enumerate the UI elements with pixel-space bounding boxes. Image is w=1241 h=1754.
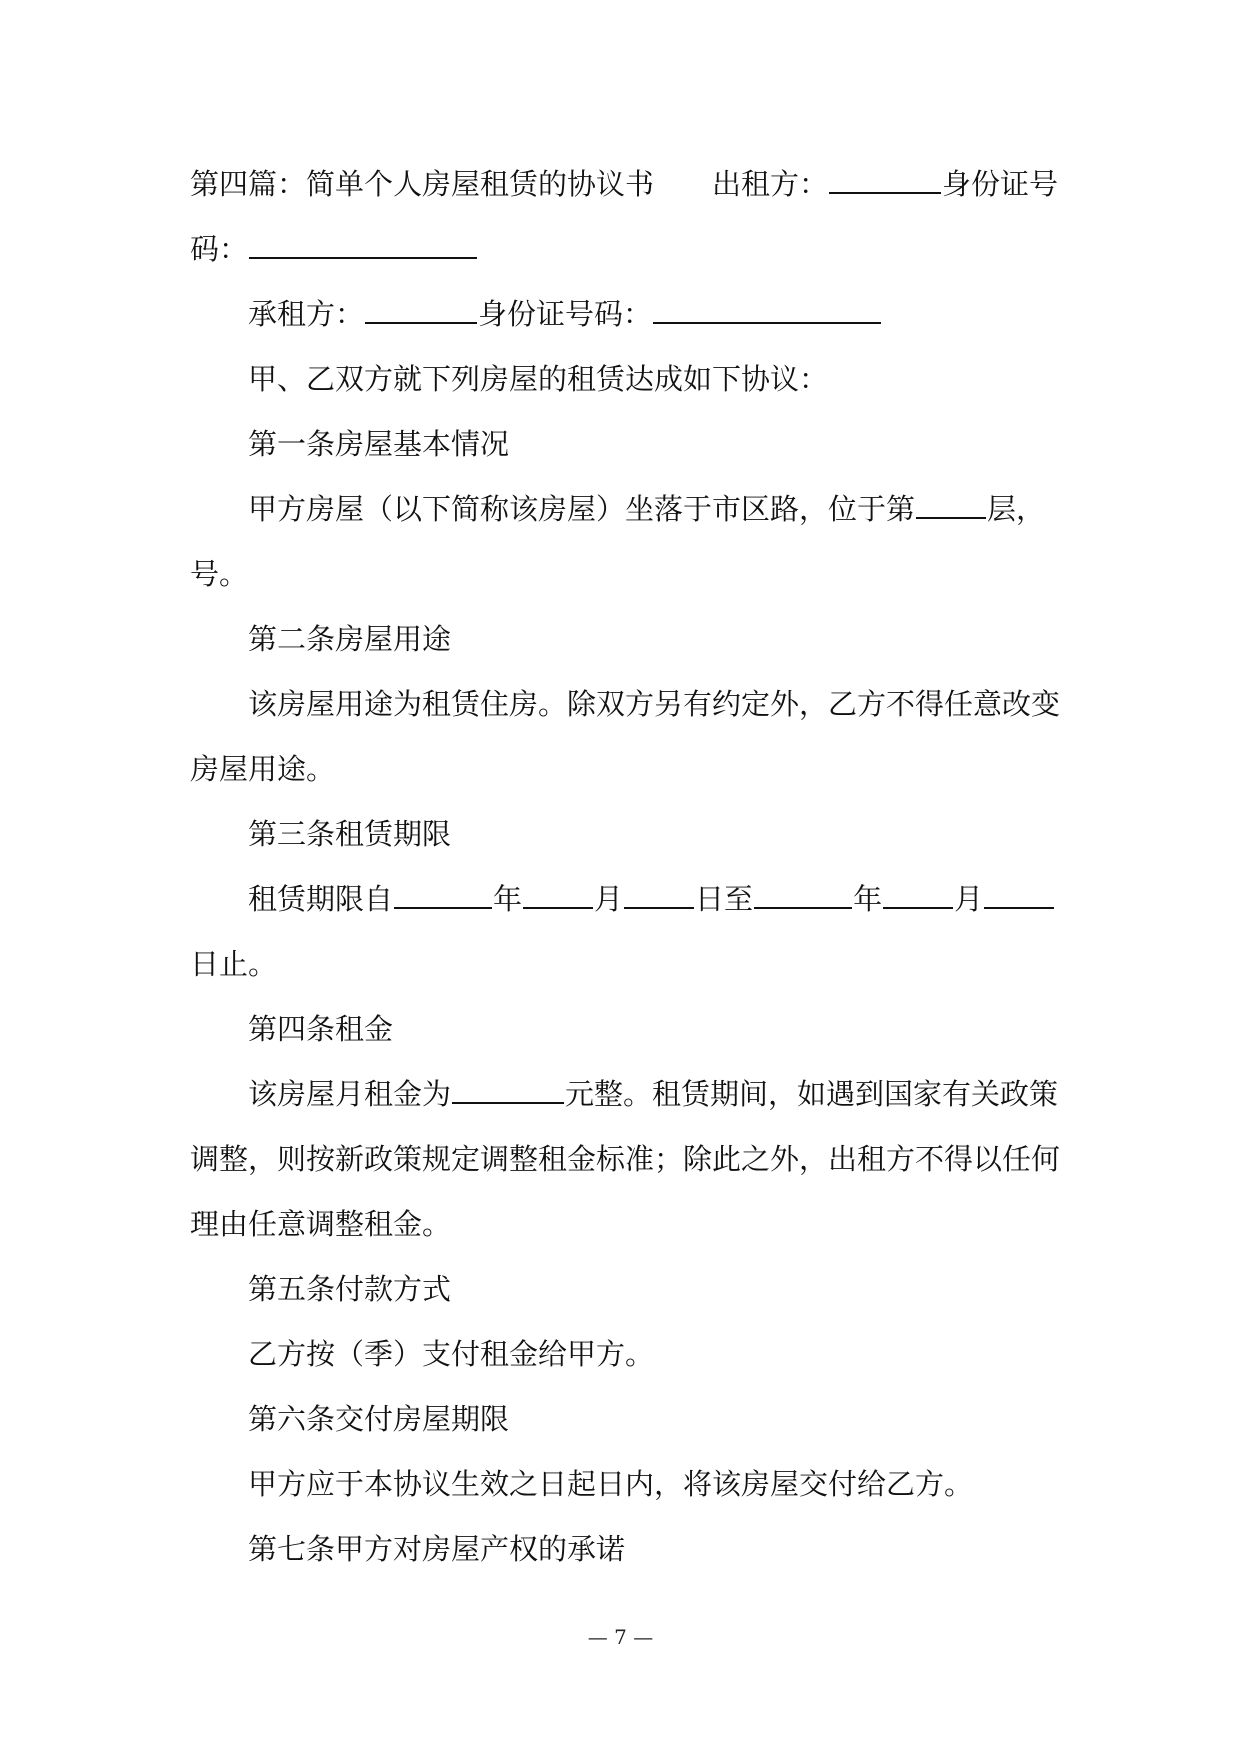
article-6-title: 第六条交付房屋期限 — [248, 1402, 510, 1436]
article-4-text: 该房屋月租金为 元整。租赁期间，如遇到国家有关政策 — [248, 1077, 1059, 1111]
end-day-blank — [984, 881, 1054, 909]
document-body — [190, 152, 1060, 1582]
lessor-id-blank — [249, 231, 477, 259]
end-year-blank — [754, 881, 852, 909]
article-3-text: 租赁期限自 年 月 日至 年 月 — [190, 867, 1060, 932]
start-month-blank — [523, 881, 593, 909]
document-title: 第四篇：简单个人房屋租赁的协议书 — [190, 167, 655, 201]
lessor-id-line: 码： — [190, 217, 1060, 282]
article-2-text-cont: 房屋用途。 — [190, 752, 336, 786]
start-day-blank — [624, 881, 694, 909]
lessee-blank — [365, 296, 477, 324]
lessor-blank — [829, 166, 941, 194]
rent-blank — [452, 1076, 564, 1104]
article-4-text-cont-2: 理由任意调整租金。 — [190, 1207, 452, 1241]
agreement-line: 甲、乙双方就下列房屋的租赁达成如下协议： — [248, 362, 829, 396]
article-1-text: 甲方房屋（以下简称该房屋）坐落于市区路，位于第 层， — [248, 492, 1046, 526]
article-6-text: 甲方应于本协议生效之日起日内，将该房屋交付给乙方。 — [248, 1467, 974, 1501]
article-4-title: 第四条租金 — [248, 1012, 394, 1046]
lessee-id-label: 身份证号码： — [478, 297, 653, 331]
lessor-id-label: 身份证号 — [942, 167, 1059, 201]
floor-blank — [916, 491, 986, 519]
lessee-label: 承租方： — [248, 297, 365, 331]
article-5-text: 乙方按（季）支付租金给甲方。 — [248, 1337, 655, 1371]
article-3-title: 第三条租赁期限 — [248, 817, 452, 851]
article-5-title: 第五条付款方式 — [248, 1272, 452, 1306]
end-month-blank — [883, 881, 953, 909]
article-2-title: 第二条房屋用途 — [248, 622, 452, 656]
title-line — [190, 152, 1060, 217]
article-2-text: 该房屋用途为租赁住房。除双方另有约定外，乙方不得任意改变 — [248, 687, 1061, 721]
article-3-text-cont: 日止。 — [190, 947, 278, 981]
article-4-text-cont-1: 调整，则按新政策规定调整租金标准；除此之外，出租方不得以任何 — [190, 1142, 1061, 1176]
lessee-line — [190, 282, 1060, 347]
article-7-title: 第七条甲方对房屋产权的承诺 — [248, 1532, 626, 1566]
page-number: — 7 — — [587, 1625, 654, 1649]
lessor-label: 出租方： — [712, 167, 829, 201]
article-1-text-cont: 号。 — [190, 557, 249, 591]
start-year-blank — [394, 881, 492, 909]
lessee-id-blank — [653, 296, 881, 324]
article-1-title: 第一条房屋基本情况 — [248, 427, 510, 461]
